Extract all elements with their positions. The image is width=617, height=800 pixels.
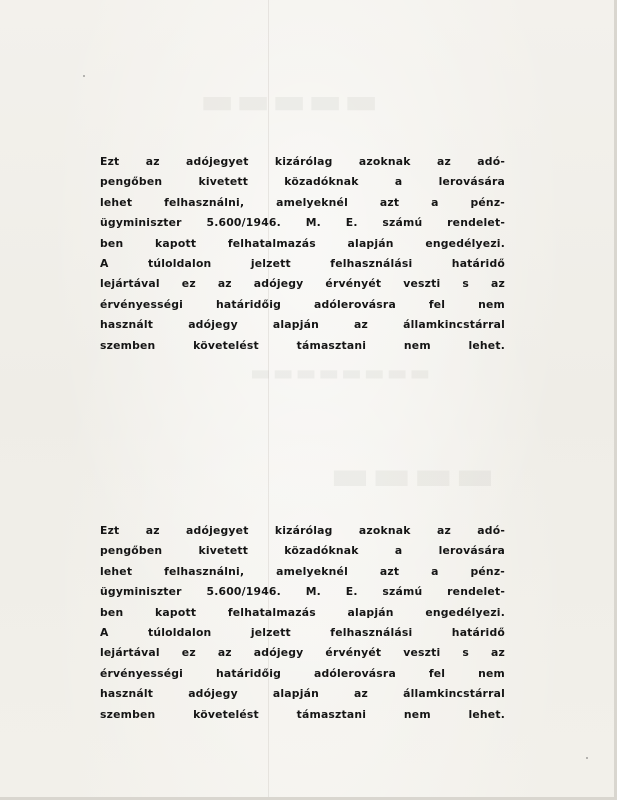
notice-text-top (100, 152, 505, 356)
notice-line: lehet felhasználni, amelyeknél azt a pénz- (100, 195, 505, 209)
notice-line: pengőben kivetett közadóknak a lerovására (100, 544, 505, 558)
notice-line: Ezt az adójegyet kizárólag azoknak az adó- (100, 524, 505, 537)
notice-line: lejártával ez az adójegy érvényét veszti s az (100, 277, 505, 291)
show-through-print: ▬▬▬▬▬▬▬▬ (250, 360, 433, 386)
notice-line: érvényességi határidőig adólerovásra fel nem (100, 666, 505, 680)
paper-speck (586, 757, 588, 759)
notice-line: Ezt az adójegyet kizárólag azoknak az adó- (100, 155, 505, 168)
show-through-print: ▬▬▬▬ (330, 450, 497, 499)
notice-line: használt adójegy alapján az államkincstárral (100, 318, 505, 332)
notice-line: szemben követelést támasztani nem lehet. (100, 707, 505, 721)
notice-line: A túloldalon jelzett felhasználási határidő (100, 625, 505, 639)
notice-line: ben kapott felhatalmazás alapján engedélyezi. (100, 236, 505, 250)
notice-text-bottom (100, 521, 505, 725)
notice-line: használt adójegy alapján az államkincstárral (100, 687, 505, 701)
notice-line: lejártával ez az adójegy érvényét veszti s az (100, 646, 505, 660)
notice-line: A túloldalon jelzett felhasználási határidő (100, 256, 505, 270)
notice-line: ügyminiszter 5.600/1946. M. E. számú rendelet- (100, 216, 505, 230)
notice-line: ügyminiszter 5.600/1946. M. E. számú rendelet- (100, 585, 505, 599)
notice-line: érvényességi határidőig adólerovásra fel nem (100, 297, 505, 311)
paper-speck (83, 75, 85, 77)
notice-line: szemben követelést támasztani nem lehet. (100, 338, 505, 352)
notice-line: pengőben kivetett közadóknak a lerovására (100, 175, 505, 189)
notice-line: lehet felhasználni, amelyeknél azt a pénz- (100, 564, 505, 578)
notice-line: ben kapott felhatalmazás alapján engedélyezi. (100, 605, 505, 619)
show-through-print: ▬▬▬▬▬ (200, 80, 381, 122)
